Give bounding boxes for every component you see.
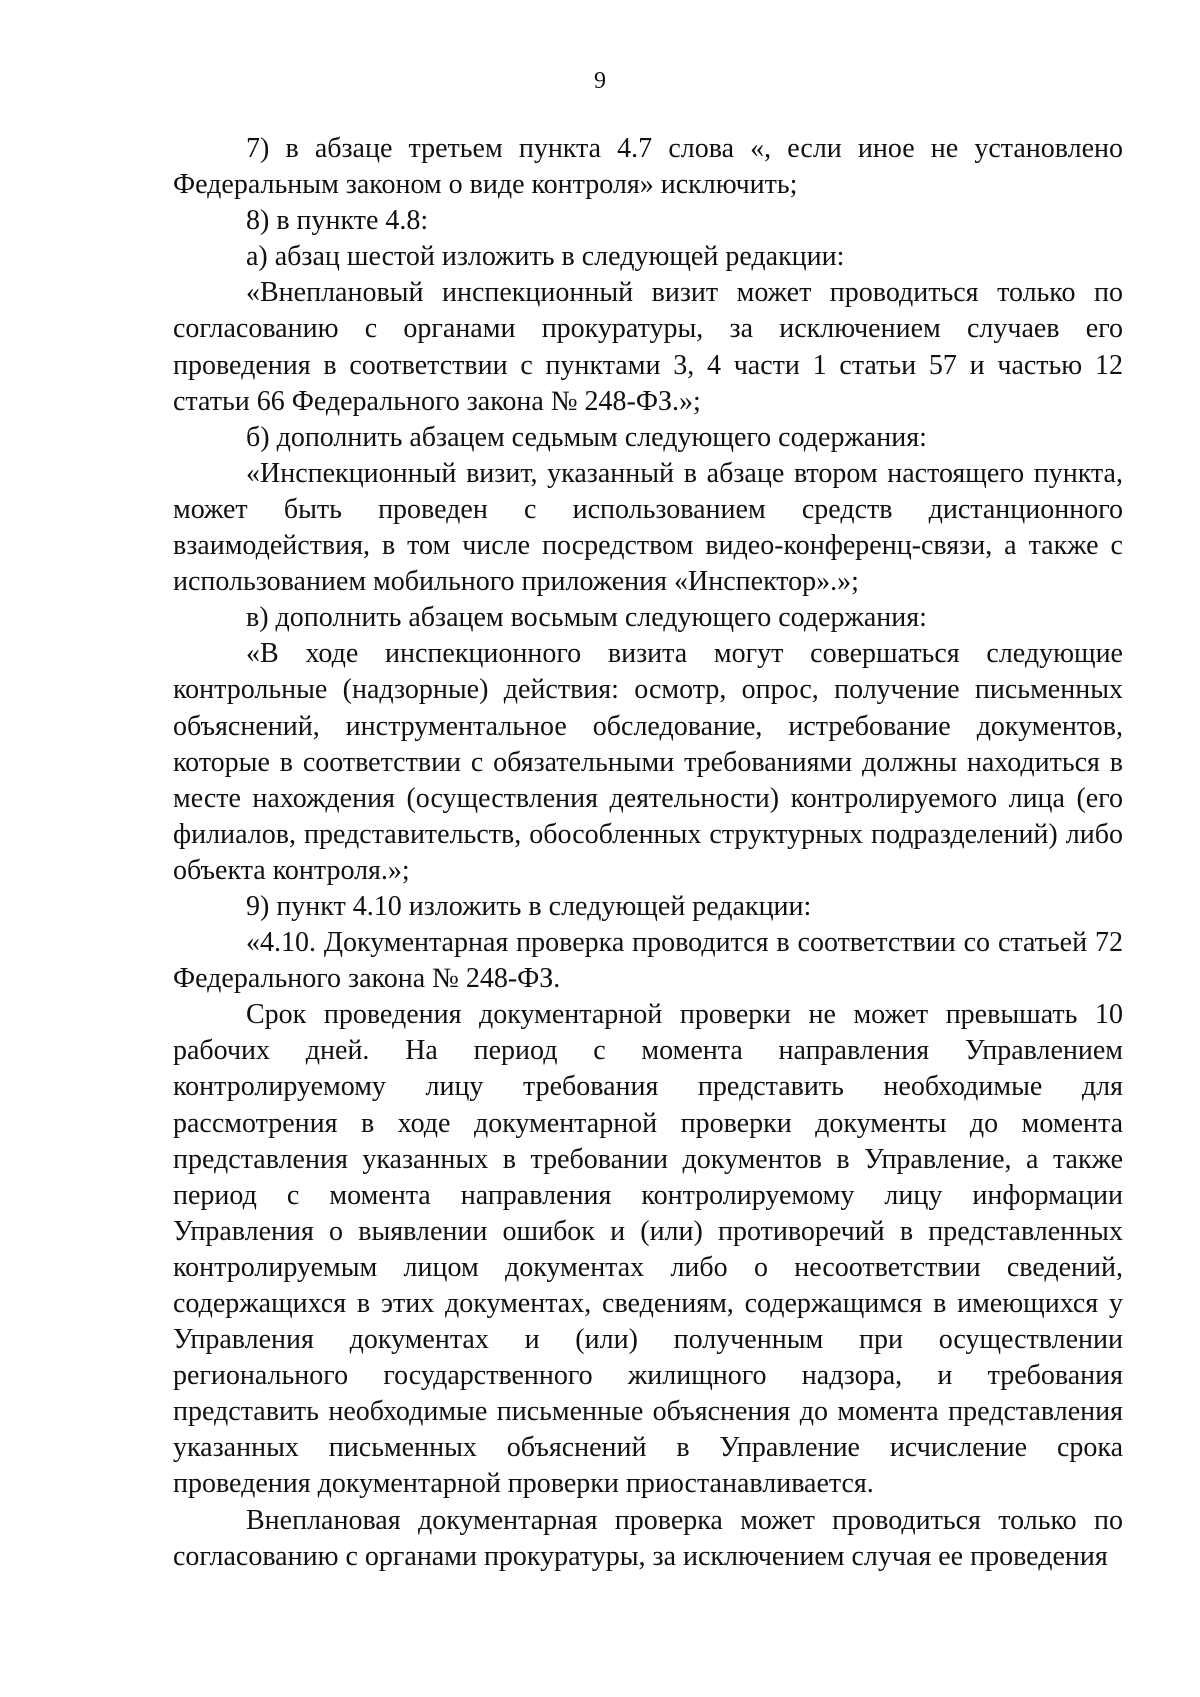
paragraph-subitem-v: в) дополнить абзацем восьмым следующего содержания: (246, 602, 927, 634)
paragraph-item-7: 7) в абзаце третьем пункта 4.7 слова «, если иное не установлено Федеральным законом о виде контроля» исключить; (173, 133, 1123, 201)
quoted-paragraph-unscheduled-visit: «Внеплановый инспекционный визит может проводиться только по согласованию с органами прокуратуры, за исключением случаев его проведения в соответствии с пунктами 3, 4 части 1 статьи 57 и частью 12 статьи 66 Федерального закона № 248-ФЗ.»; (173, 277, 1123, 417)
document-body (173, 131, 1123, 1575)
paragraph-subitem-a: а) абзац шестой изложить в следующей редакции: (246, 241, 845, 273)
paragraph-item-8: 8) в пункте 4.8: (246, 205, 429, 237)
quoted-paragraph-control-actions: «В ходе инспекционного визита могут совершаться следующие контрольные (надзорные) действия: осмотр, опрос, получение письменных объяснений, инструментальное обследование, истребование документов, которые в соответствии с обязательными требованиями должны находиться в месте нахождения (осуществления деятельности) контролируемого лица (его филиалов, представительств, обособленных структурных подразделений) либо объекта контроля.»; (173, 638, 1123, 886)
paragraph-unscheduled-document-check: Внеплановая документарная проверка может проводиться только по согласованию с органами прокуратуры, за исключением случая ее проведения (173, 1504, 1123, 1572)
paragraph-subitem-b: б) дополнить абзацем седьмым следующего содержания: (246, 421, 927, 453)
paragraph-inspection-term: Срок проведения документарной проверки не может превышать 10 рабочих дней. На период с момента направления Управлением контролируемому лицу требования представить необходимые для рассмотрения в ходе документарной проверки документы до момента представления указанных в требовании документов в Управление, а также период с момента направления контролируемому лицу информации Управления о выявлении ошибок и (или) противоречий в представленных контролируемым лицом документах либо о несоответствии сведений, содержащихся в этих документах, сведениям, содержащимся в имеющихся у Управления документах и (или) полученным при осуществлении регионального государственного жилищного надзора, и требования представить необходимые письменные объяснения до момента представления указанных письменных объяснений в Управление исчисление срока проведения документарной проверки приостанавливается. (173, 999, 1123, 1500)
quoted-paragraph-remote-visit: «Инспекционный визит, указанный в абзаце втором настоящего пункта, может быть проведен с использованием средств дистанционного взаимодействия, в том числе посредством видео-конференц-связи, а также с использованием мобильного приложения «Инспектор».»; (173, 457, 1123, 598)
page-number: 9 (594, 68, 606, 94)
paragraph-item-9: 9) пункт 4.10 изложить в следующей редакции: (246, 890, 812, 922)
quoted-paragraph-4-10: «4.10. Документарная проверка проводится в соответствии со статьей 72 Федерального закона № 248-ФЗ. (173, 927, 1123, 995)
